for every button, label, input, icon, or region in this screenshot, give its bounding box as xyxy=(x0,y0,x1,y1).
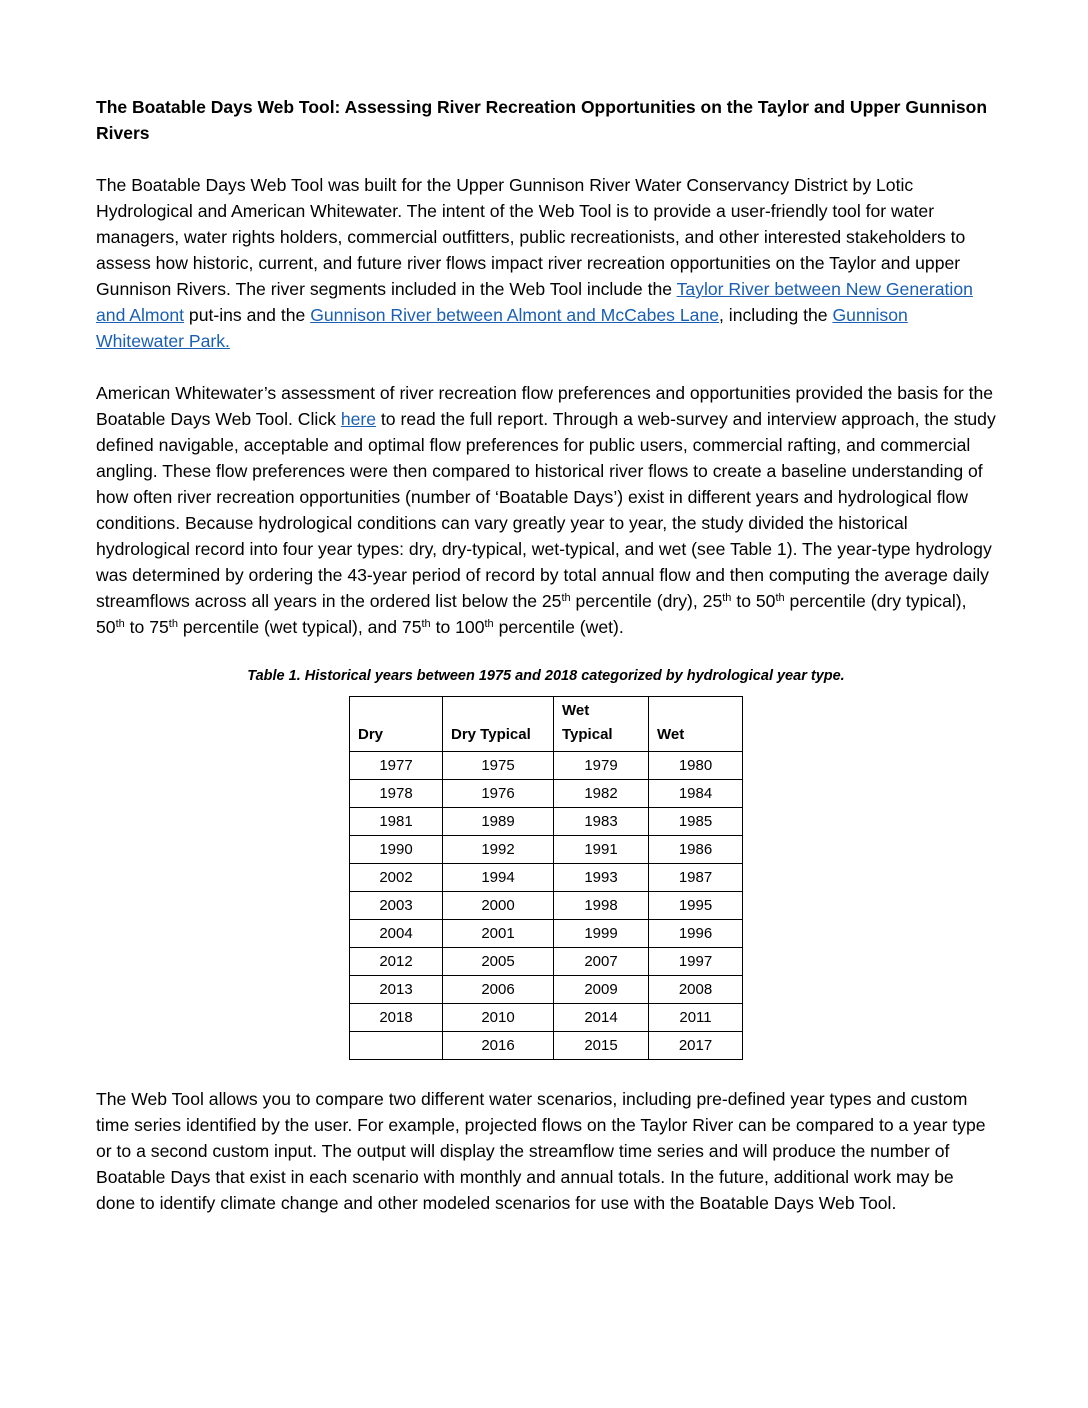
year-cell-dry-typical: 1992 xyxy=(443,836,554,864)
year-cell-wet-typical: 2014 xyxy=(554,1004,649,1032)
year-cell-wet-typical: 1979 xyxy=(554,752,649,780)
table-row xyxy=(350,752,743,780)
assessment-text: percentile (dry typical), 50 xyxy=(96,591,967,637)
assessment-text: American Whitewater’s assessment of river recreation flow preferences and opportunities provided the basis for the Boatable Days Web Tool. Click xyxy=(96,383,994,429)
superscript: th xyxy=(115,618,125,630)
assessment-text: to 100 xyxy=(430,617,485,637)
table-row xyxy=(350,808,743,836)
gunnison-river-link[interactable]: Gunnison River between Almont and McCabes Lane xyxy=(310,305,720,325)
table-row xyxy=(350,1032,743,1060)
year-cell-wet-typical: 1983 xyxy=(554,808,649,836)
document-page xyxy=(96,94,996,1242)
intro-text: , including the xyxy=(719,305,833,325)
superscript: th xyxy=(561,592,571,604)
year-cell-wet: 1997 xyxy=(649,948,743,976)
year-cell-dry: 2012 xyxy=(350,948,443,976)
year-cell-wet-typical: 1998 xyxy=(554,892,649,920)
table-row xyxy=(350,948,743,976)
superscript: th xyxy=(421,618,431,630)
table-body xyxy=(350,752,743,1060)
table-container xyxy=(96,696,996,1060)
table-row xyxy=(350,836,743,864)
year-cell-wet: 1980 xyxy=(649,752,743,780)
year-cell-wet: 1986 xyxy=(649,836,743,864)
header-dry: Dry xyxy=(350,697,443,752)
superscript: th xyxy=(484,618,494,630)
year-cell-dry-typical: 2006 xyxy=(443,976,554,1004)
table-row xyxy=(350,976,743,1004)
year-cell-wet: 1984 xyxy=(649,780,743,808)
year-cell-wet: 2008 xyxy=(649,976,743,1004)
intro-paragraph xyxy=(96,172,996,354)
year-cell-dry: 1981 xyxy=(350,808,443,836)
year-cell-dry: 2003 xyxy=(350,892,443,920)
table-row xyxy=(350,1004,743,1032)
superscript: th xyxy=(722,592,732,604)
intro-text: put-ins and the xyxy=(184,305,311,325)
header-dry-typical: Dry Typical xyxy=(443,697,554,752)
whitewater-park-link[interactable]: Gunnison Whitewater Park. xyxy=(96,305,908,351)
taylor-river-link[interactable]: Taylor River between New Generation and Almont xyxy=(96,279,973,325)
year-cell-dry: 2004 xyxy=(350,920,443,948)
year-cell-dry: 1990 xyxy=(350,836,443,864)
year-cell-dry-typical: 1976 xyxy=(443,780,554,808)
year-cell-wet-typical: 2015 xyxy=(554,1032,649,1060)
year-cell-wet-typical: 2007 xyxy=(554,948,649,976)
closing-paragraph: The Web Tool allows you to compare two different water scenarios, including pre-defined year types and custom time series identified by the user. For example, projected flows on the Taylor River can be compared to a year type or to a second custom input. The output will display the streamflow time series and will produce the number of Boatable Days that exist in each scenario with monthly and annual totals. In the future, additional work may be done to identify climate change and other modeled scenarios for use with the Boatable Days Web Tool. xyxy=(96,1089,986,1213)
year-cell-wet: 1987 xyxy=(649,864,743,892)
header-wet: Wet xyxy=(649,697,743,752)
year-cell-dry-typical: 1989 xyxy=(443,808,554,836)
year-cell-dry xyxy=(350,1032,443,1060)
intro-text: The Boatable Days Web Tool was built for the Upper Gunnison River Water Conservancy District by Lotic Hydrological and American Whitewater. The intent of the Web Tool is to provide a user-friendly tool for water managers, water rights holders, commercial outfitters, public recreationists, and other interested stakeholders to assess how historic, current, and future river flows impact river recreation opportunities on the Taylor and upper Gunnison Rivers. The river segments included in the Web Tool include the xyxy=(96,175,966,299)
assessment-text: to 75 xyxy=(124,617,169,637)
assessment-text: percentile (wet typical), and 75 xyxy=(177,617,422,637)
superscript: th xyxy=(168,618,178,630)
year-cell-dry-typical: 2005 xyxy=(443,948,554,976)
year-cell-dry-typical: 2001 xyxy=(443,920,554,948)
year-cell-dry: 1978 xyxy=(350,780,443,808)
table-row xyxy=(350,780,743,808)
full-report-link[interactable]: here xyxy=(340,409,377,429)
year-cell-wet-typical: 1999 xyxy=(554,920,649,948)
year-cell-wet-typical: 1982 xyxy=(554,780,649,808)
assessment-text: percentile (dry), 25 xyxy=(570,591,723,611)
assessment-paragraph xyxy=(96,380,996,640)
year-cell-wet: 2011 xyxy=(649,1004,743,1032)
year-cell-wet: 1985 xyxy=(649,808,743,836)
table-caption: Table 1. Historical years between 1975 and 2018 categorized by hydrological year type. xyxy=(247,668,845,684)
assessment-text: percentile (wet). xyxy=(493,617,624,637)
year-cell-wet: 1995 xyxy=(649,892,743,920)
year-cell-wet: 2017 xyxy=(649,1032,743,1060)
year-cell-dry: 2018 xyxy=(350,1004,443,1032)
year-cell-dry-typical: 2016 xyxy=(443,1032,554,1060)
table-row xyxy=(350,892,743,920)
table-header-row xyxy=(350,697,743,752)
year-cell-wet-typical: 2009 xyxy=(554,976,649,1004)
year-cell-wet-typical: 1991 xyxy=(554,836,649,864)
header-wet-typical: Wet Typical xyxy=(554,697,649,752)
year-cell-dry: 2002 xyxy=(350,864,443,892)
document-title: The Boatable Days Web Tool: Assessing River Recreation Opportunities on the Taylor and Upper Gunnison Rivers xyxy=(96,97,988,143)
year-cell-wet-typical: 1993 xyxy=(554,864,649,892)
year-cell-dry-typical: 2000 xyxy=(443,892,554,920)
table-row xyxy=(350,864,743,892)
assessment-text: to read the full report. Through a web-survey and interview approach, the study defined navigable, acceptable and optimal flow preferences for public users, commercial rafting, and commercial angling. These flow preferences were then compared to historical river flows to create a baseline understanding of how often river recreation opportunities (number of ‘Boatable Days’) exist in different years and hydrological flow conditions. Because hydrological conditions can vary greatly year to year, the study divided the historical hydrological record into four year types: dry, dry-typical, wet-typical, and wet (see Table 1). The year-type hydrology was determined by ordering the 43-year period of record by total annual flow and then computing the average daily streamflows across all years in the ordered list below the 25 xyxy=(96,409,996,611)
table-row xyxy=(350,920,743,948)
year-cell-dry: 1977 xyxy=(350,752,443,780)
superscript: th xyxy=(775,592,785,604)
year-type-table xyxy=(349,696,743,1060)
assessment-text: to 50 xyxy=(731,591,776,611)
year-cell-dry-typical: 2010 xyxy=(443,1004,554,1032)
year-cell-wet: 1996 xyxy=(649,920,743,948)
year-cell-dry-typical: 1975 xyxy=(443,752,554,780)
year-cell-dry-typical: 1994 xyxy=(443,864,554,892)
year-cell-dry: 2013 xyxy=(350,976,443,1004)
